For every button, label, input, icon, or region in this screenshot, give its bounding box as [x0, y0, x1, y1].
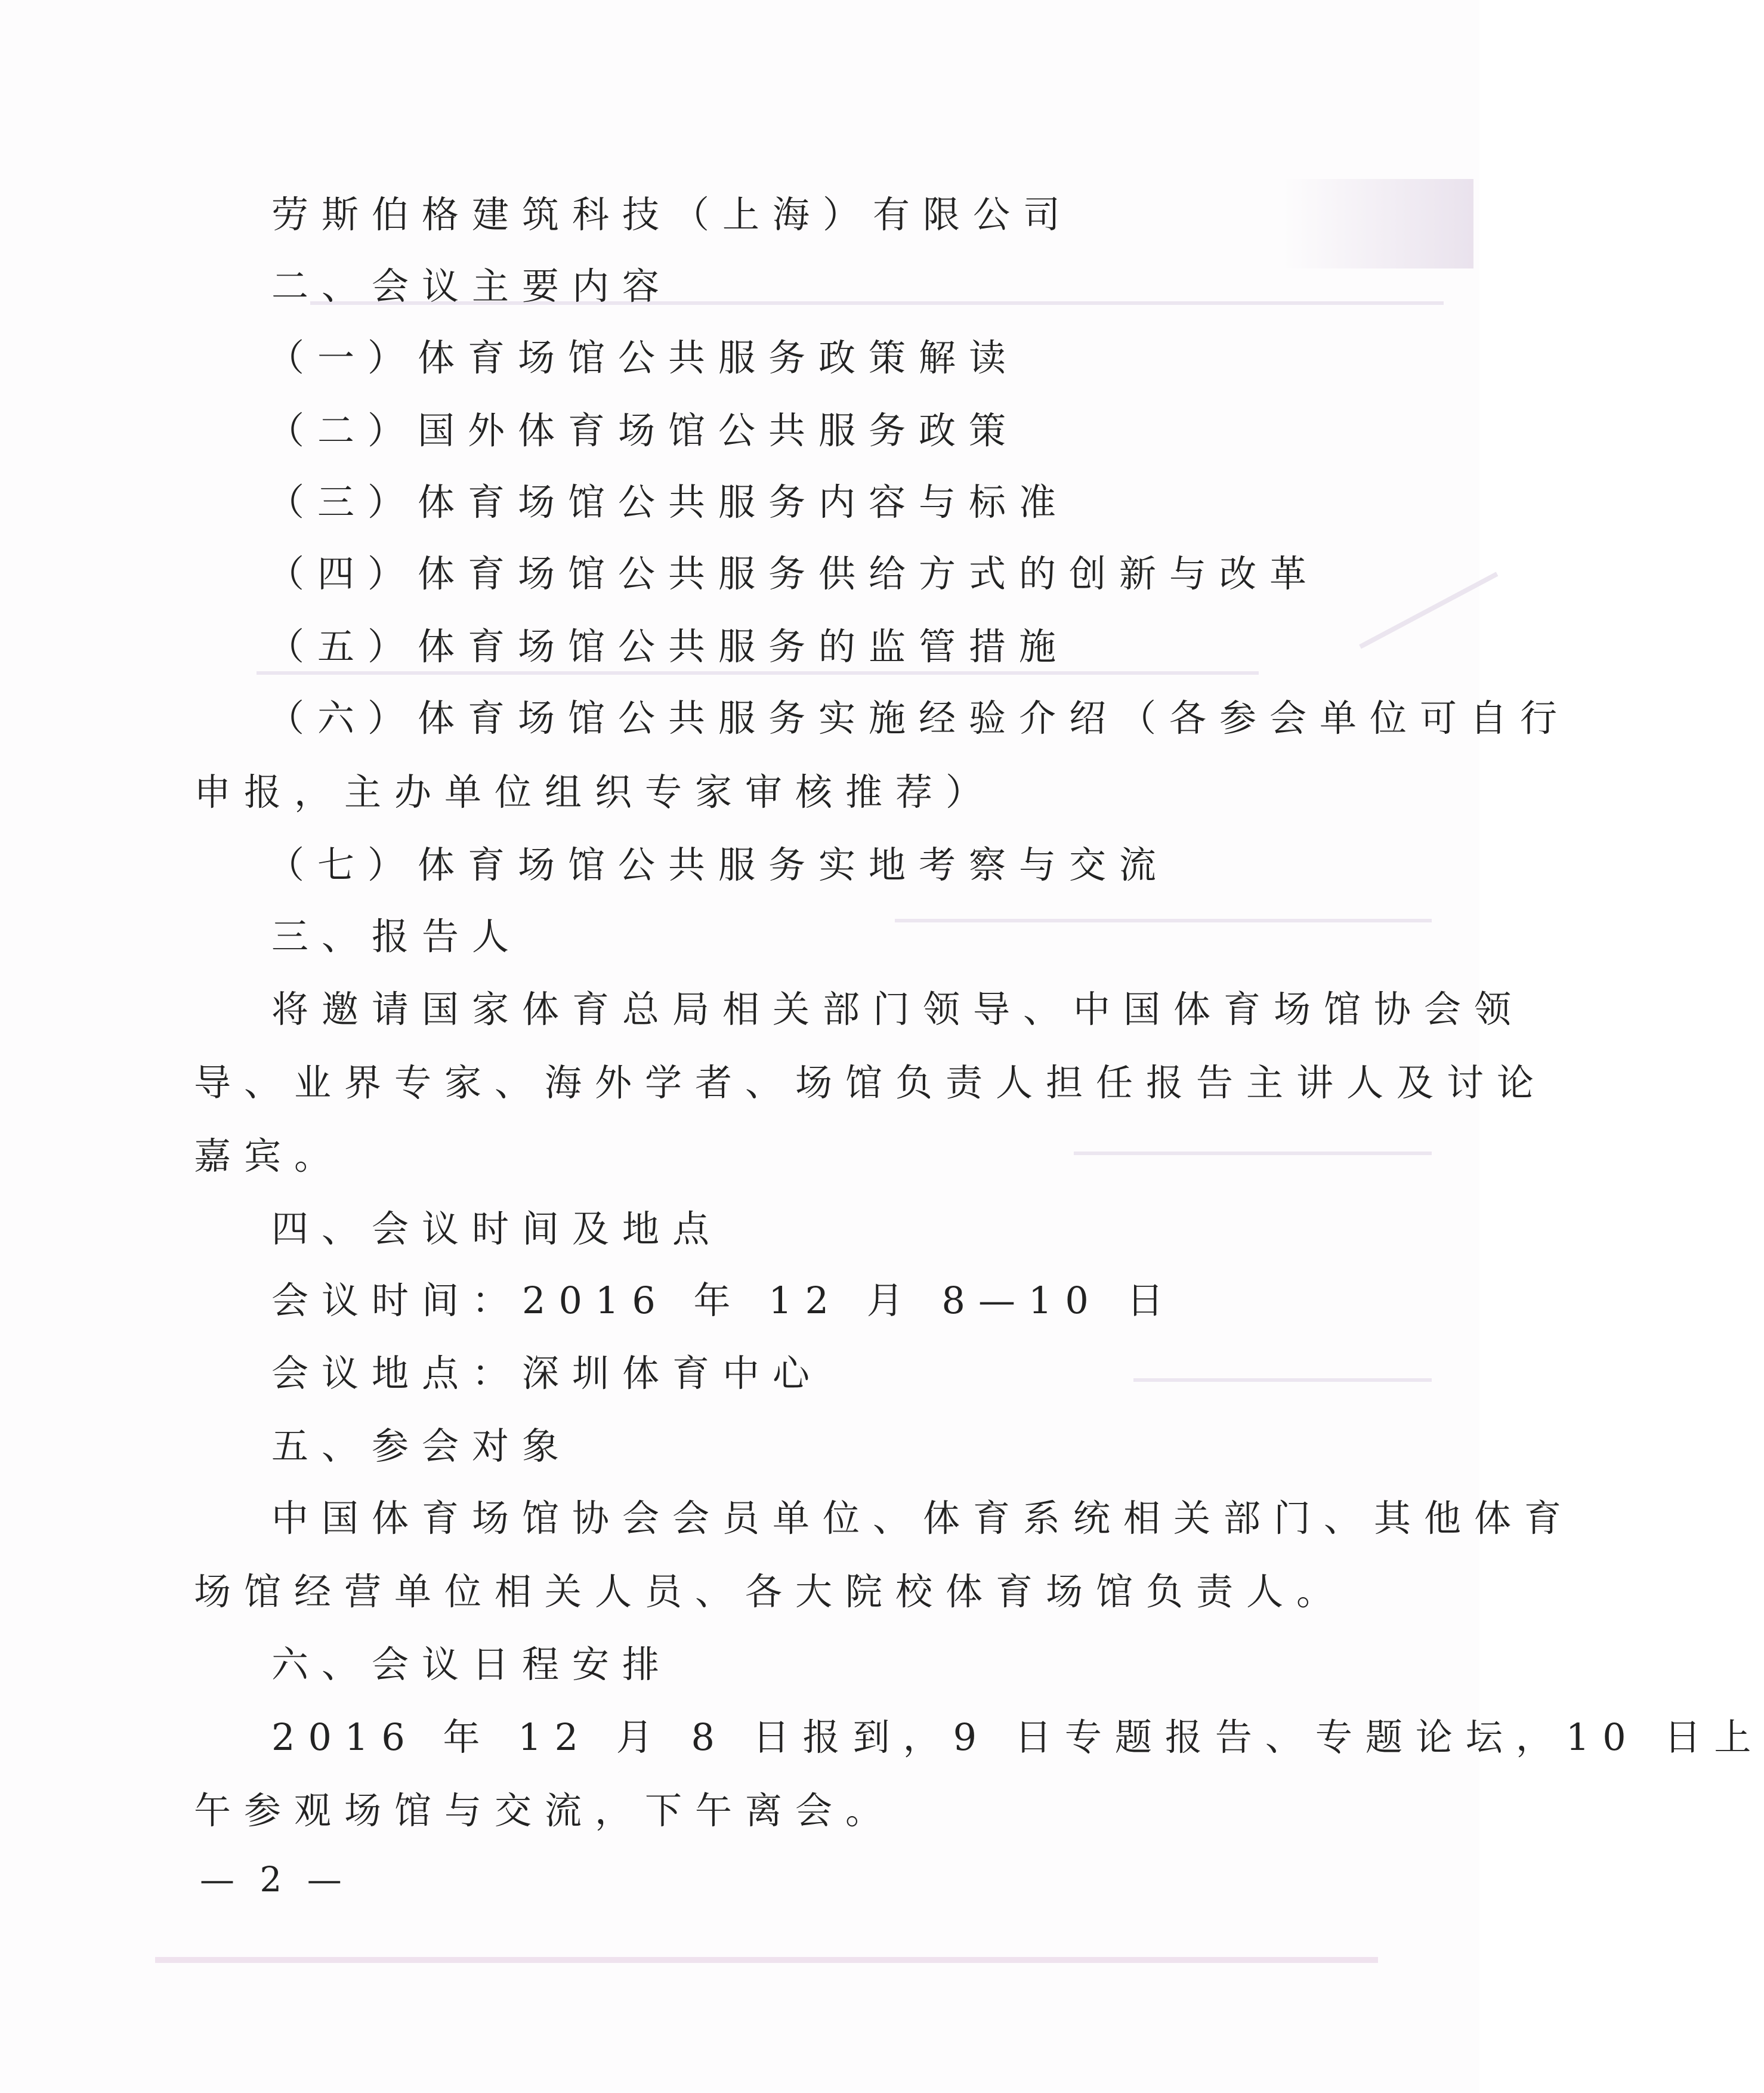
- page-number: — 2 —: [200, 1859, 349, 1900]
- show-through-artifact: [1133, 1378, 1432, 1382]
- body-line: 劳斯伯格建筑科技（上海）有限公司: [271, 193, 1074, 236]
- body-line: 嘉宾。: [194, 1134, 345, 1178]
- section-heading: 三、报告人: [271, 915, 523, 958]
- show-through-artifact: [1359, 572, 1498, 649]
- show-through-artifact: [1283, 179, 1473, 268]
- section-heading: 二、会议主要内容: [271, 264, 673, 308]
- list-item: （六）体育场馆公共服务实施经验介绍（各参会单位可自行: [267, 696, 1571, 740]
- list-item: （四）体育场馆公共服务供给方式的创新与改革: [267, 552, 1320, 595]
- meeting-time: 会议时间：2016 年 12 月 8—10 日: [271, 1279, 1177, 1322]
- show-through-artifact: [257, 671, 1259, 675]
- show-through-artifact: [155, 1957, 1378, 1963]
- section-heading: 五、参会对象: [271, 1424, 573, 1468]
- meeting-location: 会议地点：深圳体育中心: [271, 1351, 823, 1395]
- show-through-artifact: [1074, 1152, 1432, 1155]
- schedule-line: 2016 年 12 月 8 日报到，9 日专题报告、专题论坛，10 日上: [271, 1715, 1764, 1759]
- show-through-artifact: [895, 919, 1432, 922]
- section-heading: 四、会议时间及地点: [271, 1207, 723, 1251]
- body-line: 将邀请国家体育总局相关部门领导、中国体育场馆协会领: [271, 987, 1525, 1031]
- list-item: （三）体育场馆公共服务内容与标准: [267, 480, 1070, 524]
- body-line: 场馆经营单位相关人员、各大院校体育场馆负责人。: [194, 1570, 1347, 1613]
- list-item: （二）国外体育场馆公共服务政策: [267, 409, 1020, 452]
- list-item-continuation: 申报，主办单位组织专家审核推荐）: [194, 770, 996, 814]
- body-line: 中国体育场馆协会会员单位、体育系统相关部门、其他体育: [271, 1496, 1575, 1540]
- list-item: （五）体育场馆公共服务的监管措施: [267, 625, 1070, 668]
- list-item: （七）体育场馆公共服务实地考察与交流: [267, 843, 1170, 887]
- schedule-line: 午参观场馆与交流，下午离会。: [194, 1789, 896, 1832]
- list-item: （一）体育场馆公共服务政策解读: [267, 336, 1020, 379]
- section-heading: 六、会议日程安排: [271, 1643, 673, 1686]
- body-line: 导、业界专家、海外学者、场馆负责人担任报告主讲人及讨论: [194, 1061, 1547, 1104]
